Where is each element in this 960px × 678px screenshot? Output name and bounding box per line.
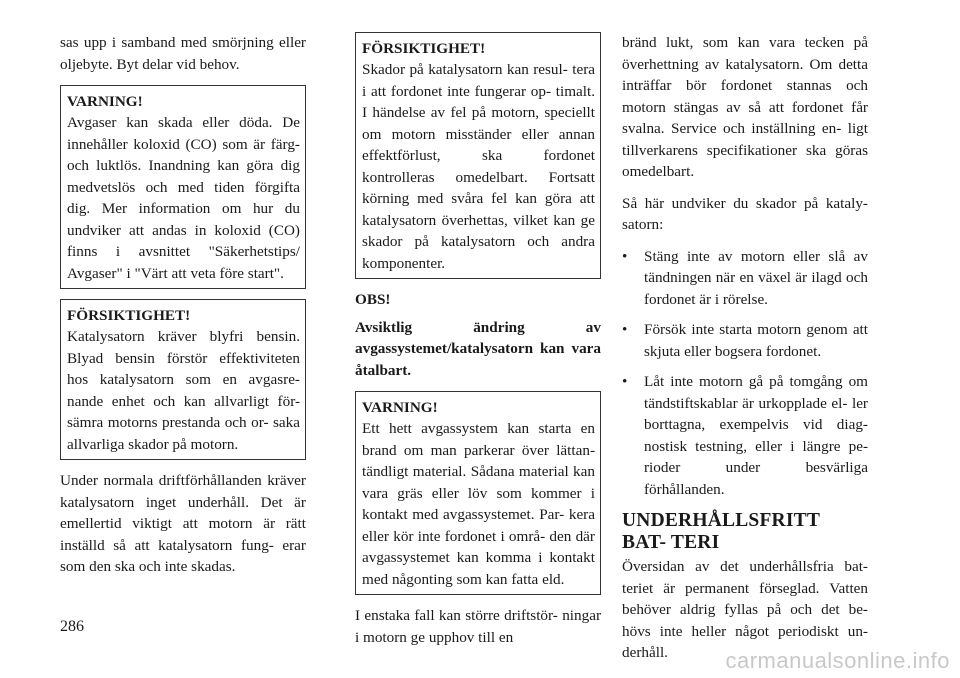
bullet-icon: • <box>622 321 628 338</box>
section-heading: UNDERHÅLLSFRITT BAT- TERI <box>622 510 820 553</box>
caution-text: Skador på katalysatorn kan resul- tera i att fordonet inte fungerar op- timalt. I händelse av fel på motorn, speciellt om motorn misständer eller annan effektförlust, ska fordonet kontrolleras omedelbart. Fortsatt körning med svåra fel kan göra att katalysatorn överhettas, vilket kan ge skador på katalysatorn och andra komponenter. <box>362 61 595 272</box>
maintenance-paragraph: Under normala driftförhållanden kräver katalysatorn inget underhåll. Det är emellertid viktigt att motorn är rätt inställd så att katalysatorn fung- erar som den ska och inte skadas. <box>60 472 306 575</box>
caution-box-catalyst-damage <box>355 32 601 279</box>
avoid-damage-list <box>622 246 868 501</box>
list-item: • Stäng inte av motorn eller slå av tändningen när en växel är ilagd och fordonet är i rörelse. <box>622 247 868 308</box>
avoid-damage-paragraph: Så här undviker du skador på kataly- satorn: <box>622 194 868 233</box>
warning-box-carbon-monoxide <box>60 85 306 289</box>
intro-paragraph: sas upp i samband med smörjning eller oljebyte. Byt delar vid behov. <box>60 34 306 73</box>
list-item: • Låt inte motorn gå på tomgång om tändstiftskablar är urkopplade el- ler borttagna, exempelvis vid diag- nostisk testning, eller i längre pe- rioder under besvärliga förhållanden. <box>622 373 868 498</box>
bullet-icon: • <box>622 373 628 390</box>
caution-title: FÖRSIKTIGHET! <box>67 307 191 324</box>
warning-title: VARNING! <box>362 399 438 416</box>
caution-title: FÖRSIKTIGHET! <box>362 40 486 57</box>
caution-box-unleaded-fuel <box>60 299 306 460</box>
column-middle <box>355 32 601 658</box>
watermark: carmanualsonline.info <box>725 648 950 673</box>
note-label: OBS! <box>355 291 391 308</box>
overheat-paragraph: bränd lukt, som kan vara tecken på överhettning av katalysatorn. Om detta inträffar bör fordonet stannas och motorn stängas av så att fordonet får svalna. Service och inställning en- ligt tillverkarens specifikationer ska göras omedelbart. <box>622 34 868 180</box>
malfunction-paragraph: I enstaka fall kan större driftstör- ningar i motorn ge upphov till en <box>355 607 601 646</box>
warning-title: VARNING! <box>67 93 143 110</box>
caution-text: Katalysatorn kräver blyfri bensin. Blyad bensin förstör effektiviteten hos katalysatorn som en avgasre- nande enhet och kan allvarligt för- sämra motorns prestanda och or- saka allvarliga skador på motorn. <box>67 328 300 453</box>
column-left <box>60 32 306 588</box>
battery-paragraph: Översidan av det underhållsfria bat- teriet är permanent förseglad. Vatten behöver aldrig fyllas på och det be- hövs inte heller något periodiskt un- derhåll. <box>622 558 868 661</box>
warning-box-hot-exhaust <box>355 391 601 595</box>
note-text: Avsiktlig ändring av avgassystemet/katalysatorn kan vara åtalbart. <box>355 318 601 379</box>
column-right <box>622 32 868 674</box>
list-item: • Försök inte starta motorn genom att skjuta eller bogsera fordonet. <box>622 321 868 360</box>
warning-text: Avgaser kan skada eller döda. De innehåller koloxid (CO) som är färg- och luktlös. Inandning kan göra dig medvetslös och med tiden förgifta dig. Mer information om hur du undviker att andas in koloxid (CO) finns i avsnittet "Säkerhetstips/ Avgaser" i "Värt att veta före start". <box>67 114 300 282</box>
bullet-icon: • <box>622 247 628 265</box>
page-number: 286 <box>60 618 84 635</box>
warning-text: Ett hett avgassystem kan starta en brand om man parkerar över lättan- tändligt material. Sådana material kan vara gräs eller löv som kommer i kontakt med avgassystemet. Par- kera eller kör inte fordonet i områ- den där avgassystemet kan komma i kontakt med någonting som kan fatta eld. <box>362 420 595 588</box>
